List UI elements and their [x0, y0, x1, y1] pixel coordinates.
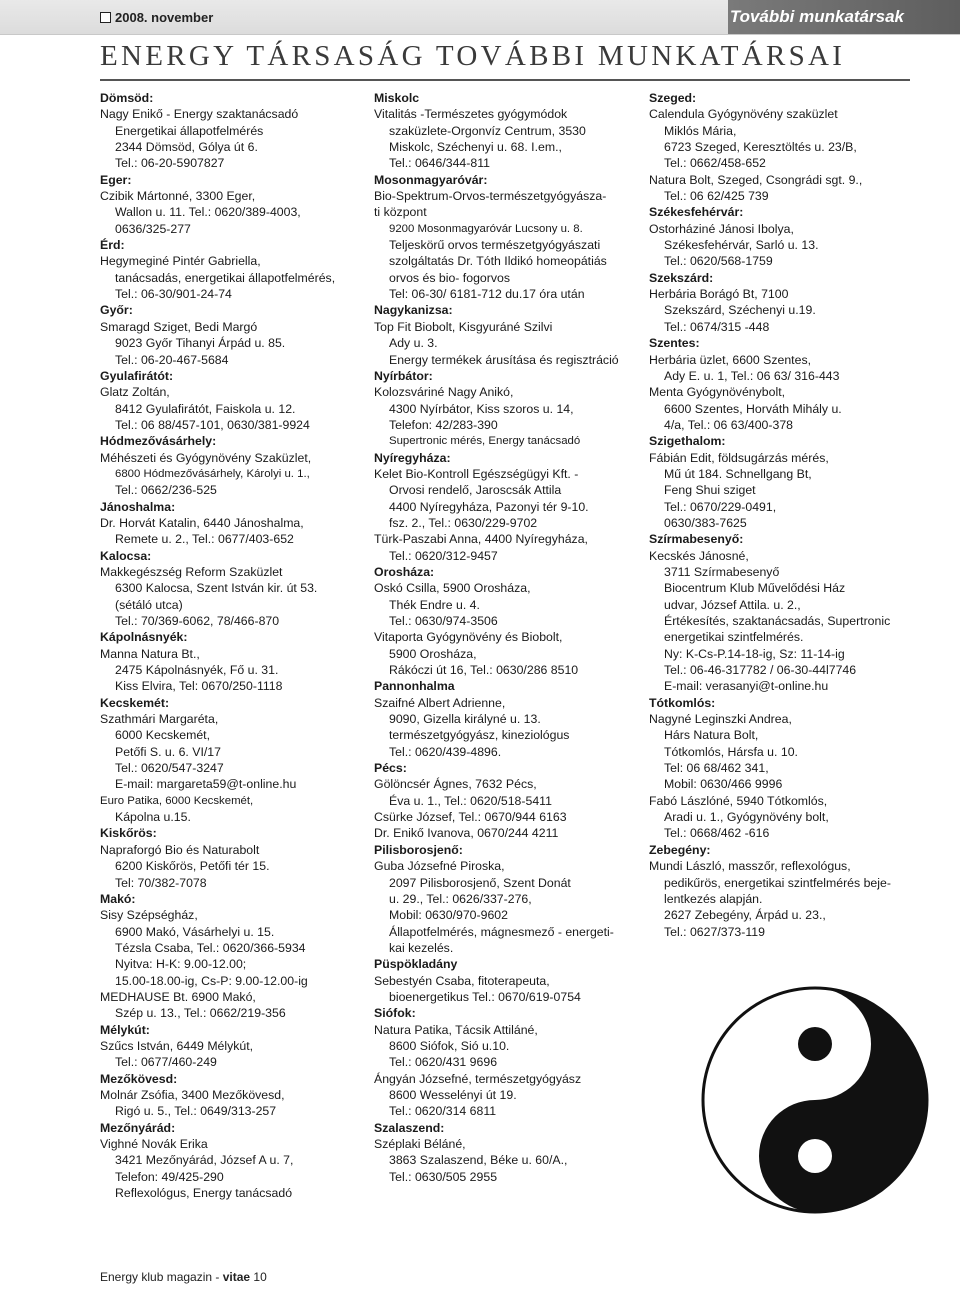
contact-line: Biocentrum Klub Művelődési Ház: [664, 581, 846, 596]
contact-column-3: [649, 90, 911, 940]
contact-line: Top Fit Biobolt, Kisgyuráné Szilvi: [374, 319, 553, 334]
contact-line: Tel.: 0630/974-3506: [389, 614, 498, 628]
contact-line: 4/a, Tel.: 06 63/400-378: [664, 417, 793, 432]
city-heading: Eger:: [100, 172, 132, 187]
contact-line: tanácsadás, energetikai állapotfelmérés,: [115, 270, 336, 285]
contact-line: Sisy Szépségház,: [100, 908, 198, 923]
contact-line: Napraforgó Bio és Naturabolt: [100, 842, 260, 857]
contact-line: Tel.: 0627/373-119: [664, 924, 765, 939]
contact-line: Miskolc, Széchenyi u. 68. I.em.,: [389, 140, 562, 155]
contact-line: Telefon: 49/425-290: [115, 1169, 224, 1184]
contact-line: Manna Natura Bt.,: [100, 646, 200, 661]
contact-line: Mobil: 0630/466 9996: [664, 777, 783, 792]
contact-line: Teljeskörű orvos természetgyógyászati: [389, 238, 601, 253]
contact-line: Ostorháziné Jánosi Ibolya,: [649, 221, 794, 236]
city-heading: Szentes:: [649, 336, 700, 351]
contact-line: Kelet Bio-Kontroll Egészségügyi Kft. -: [374, 466, 579, 481]
issue-date-text: 2008. november: [115, 10, 214, 25]
contact-line: 15.00-18.00-ig, Cs-P: 9.00-12.00-ig: [115, 973, 308, 988]
contact-line: Tel: 06-30/ 6181-712 du.17 óra után: [389, 287, 585, 302]
contact-line: Széplaki Béláné,: [374, 1137, 466, 1151]
city-heading: Nagykanizsa:: [374, 303, 453, 318]
contact-line: Sebestyén Csaba, fitoterapeuta,: [374, 973, 550, 988]
contact-column-2: [374, 90, 636, 1185]
contact-line: Mű út 184. Schnellgang Bt,: [664, 466, 812, 481]
contact-line: 9023 Győr Tihanyi Árpád u. 85.: [115, 336, 286, 351]
contact-line: Tel.: 0620/314 6811: [389, 1104, 497, 1119]
contact-line: Szekszárd, Széchenyi u.19.: [664, 303, 816, 318]
city-heading: Kecskemét:: [100, 695, 170, 710]
city-heading: Miskolc: [374, 91, 420, 105]
city-heading: Nyíregyháza:: [374, 450, 451, 465]
city-heading: Mosonmagyaróvár:: [374, 172, 488, 187]
contact-line: 9090, Gizella királyné u. 13.: [389, 712, 541, 727]
contact-line: Petőfi S. u. 6. VI/17: [115, 744, 221, 759]
contact-line: Tel.: 0670/229-0491,: [664, 499, 777, 514]
contact-line: ti központ: [374, 205, 427, 220]
contact-line: 8600 Wesselényi út 19.: [389, 1087, 517, 1102]
contact-line: Telefon: 42/283-390: [389, 417, 498, 432]
contact-line: Fábián Edit, földsugárzás mérés,: [649, 450, 829, 465]
city-heading: Szeged:: [649, 91, 697, 105]
contact-line: Dr. Enikő Ivanova, 0670/244 4211: [374, 826, 559, 841]
city-heading: Mezőnyárád:: [100, 1120, 176, 1135]
contact-line: 3711 Szírmabesenyő: [664, 564, 780, 579]
contact-line: Tel.: 0662/236-525: [115, 483, 217, 498]
city-heading: Kápolnásnyék:: [100, 630, 188, 645]
contact-line: Calendula Gyógynövény szaküzlet: [649, 107, 838, 122]
city-heading: Siófok:: [374, 1006, 416, 1021]
contact-line: Guba Józsefné Piroska,: [374, 859, 505, 874]
contact-line: Tel.: 0620/547-3247: [115, 761, 224, 776]
contact-line: 4400 Nyíregyháza, Pazonyi tér 9-10.: [389, 499, 589, 514]
contact-line: Miklós Mária,: [664, 123, 737, 138]
city-heading: Szigethalom:: [649, 434, 726, 449]
contact-line: Nagy Enikő - Energy szaktanácsadó: [100, 107, 299, 122]
city-heading: Orosháza:: [374, 564, 435, 579]
contact-line: Éva u. 1., Tel.: 0620/518-5411: [389, 793, 552, 808]
square-icon: [100, 12, 111, 23]
contact-line: u. 29., Tel.: 0626/337-276,: [389, 891, 532, 906]
contact-line: Natura Bolt, Szeged, Csongrádi sgt. 9.,: [649, 172, 863, 187]
contact-line: Natura Patika, Tácsik Attiláné,: [374, 1022, 538, 1037]
contact-line: 8600 Siófok, Sió u.10.: [389, 1038, 510, 1053]
contact-line: Vitaporta Gyógynövény és Biobolt,: [374, 630, 563, 645]
contact-line: Tel.: 0668/462 -616: [664, 826, 770, 841]
contact-line: szolgáltatás Dr. Tóth Ildikó homeopátiás: [389, 254, 607, 269]
contact-line: Menta Gyógynövénybolt,: [649, 385, 786, 400]
city-heading: Szekszárd:: [649, 270, 714, 285]
contact-line: 2627 Zebegény, Árpád u. 23.,: [664, 908, 826, 923]
contact-line: Tel.: 06-46-317782 / 06-30-44l7746: [664, 663, 857, 678]
contact-line: Állapotfelmérés, mágnesmező - energeti-: [389, 924, 614, 939]
contact-line: Tel.: 0662/458-652: [664, 156, 766, 171]
contact-line: Tel.: 0620/568-1759: [664, 254, 773, 269]
contact-line: Herbária Borágó Bt, 7100: [649, 287, 789, 302]
contact-line: Értékesítés, szaktanácsadás, Supertronic: [664, 614, 891, 628]
contact-line: Ady u. 3.: [389, 336, 438, 351]
contact-line: 4300 Nyírbátor, Kiss szoros u. 14,: [389, 401, 574, 416]
contact-line: Fabó Lászlóné, 5940 Tótkomlós,: [649, 793, 828, 808]
contact-line: Gölöncsér Ágnes, 7632 Pécs,: [374, 777, 537, 792]
contact-line: Szathmári Margaréta,: [100, 712, 219, 727]
contact-line: Türk-Paszabi Anna, 4400 Nyíregyháza,: [374, 532, 588, 547]
contact-line: 2475 Kápolnásnyék, Fő u. 31.: [115, 663, 279, 678]
yin-yang-icon: [700, 985, 930, 1215]
contact-line: Kápolna u.15.: [115, 810, 191, 825]
contact-line: Vitalitás -Természetes gyógymódok: [374, 107, 568, 122]
city-heading: Nyírbátor:: [374, 368, 433, 383]
contact-line: Ady E. u. 1, Tel.: 06 63/ 316-443: [664, 368, 840, 383]
city-heading: Kiskőrös:: [100, 826, 157, 841]
contact-line: Bio-Spektrum-Orvos-természetgyógyásza-: [374, 189, 607, 204]
contact-line: Tel.: 0630/505 2955: [389, 1169, 498, 1184]
city-heading: Mélykút:: [100, 1022, 150, 1037]
contact-line: Tel.: 06 62/425 739: [664, 189, 769, 204]
contact-line: Euro Patika, 6000 Kecskemét,: [100, 794, 254, 807]
contact-line: Nagyné Leginszki Andrea,: [649, 712, 792, 727]
city-heading: Győr:: [100, 303, 133, 318]
page-title: ENERGY TÁRSASÁG TOVÁBBI MUNKATÁRSAI: [100, 40, 846, 72]
contact-line: Székesfehérvár, Sarló u. 13.: [664, 238, 819, 253]
contact-line: 3863 Szalaszend, Béke u. 60/A.,: [389, 1153, 568, 1168]
contact-line: Rákóczi út 16, Tel.: 0630/286 8510: [389, 663, 579, 678]
contact-line: Csürke József, Tel.: 0670/944 6163: [374, 810, 567, 825]
contact-line: Tel.: 0620/439-4896.: [389, 744, 502, 759]
contact-line: E-mail: verasanyi@t-online.hu: [664, 679, 829, 694]
contact-line: (sétáló utca): [115, 597, 183, 612]
contact-line: 6800 Hódmezővásárhely, Károlyi u. 1.,: [115, 467, 310, 480]
contact-line: Energetikai állapotfelmérés: [115, 123, 264, 138]
contact-line: 5900 Orosháza,: [389, 646, 477, 661]
contact-line: Tel.: 0620/312-9457: [389, 548, 498, 563]
contact-line: 6000 Kecskemét,: [115, 728, 211, 743]
contact-line: Ny: K-Cs-P.14-18-ig, Sz: 11-14-ig: [664, 646, 845, 661]
contact-line: 6900 Makó, Vásárhelyi u. 15.: [115, 924, 275, 939]
city-heading: Szírmabesenyő:: [649, 532, 744, 547]
contact-line: Energy termékek árusítása és regisztráció: [389, 352, 619, 367]
contact-line: energetikai szintfelmérés.: [664, 630, 804, 645]
contact-line: Remete u. 2., Tel.: 0677/403-652: [115, 532, 294, 547]
contact-line: Hegymeginé Pintér Gabriella,: [100, 254, 261, 269]
contact-line: 9200 Mosonmagyaróvár Lucsony u. 8.: [389, 222, 583, 235]
contact-line: 0630/383-7625: [664, 515, 747, 530]
contact-line: Tel.: 70/369-6062, 78/466-870: [115, 614, 280, 628]
city-heading: Gyulafirátót:: [100, 368, 174, 383]
contact-line: Tel.: 06-30/901-24-74: [115, 287, 232, 302]
contact-line: orvos és bio- fogorvos: [389, 270, 510, 285]
section-tab: További munkatársak: [728, 0, 960, 34]
footer-section: vitae: [222, 1270, 251, 1284]
contact-line: E-mail: margareta59@t-online.hu: [115, 777, 297, 792]
contact-line: 6723 Szeged, Keresztöltés u. 23/B,: [664, 140, 857, 155]
contact-line: Herbária üzlet, 6600 Szentes,: [649, 352, 812, 367]
city-heading: Makó:: [100, 891, 136, 906]
city-heading: Kalocsa:: [100, 548, 152, 563]
contact-line: Szűcs István, 6449 Mélykút,: [100, 1038, 254, 1053]
contact-line: Smaragd Sziget, Bedi Margó: [100, 319, 258, 334]
contact-line: fsz. 2., Tel.: 0630/229-9702: [389, 515, 538, 530]
city-heading: Szalaszend:: [374, 1120, 445, 1135]
contact-line: bioenergetikus Tel.: 0670/619-0754: [389, 989, 581, 1004]
city-heading: Pilisborosjenő:: [374, 842, 463, 857]
contact-line: Tel.: 0677/460-249: [115, 1055, 217, 1070]
footer-magazine: Energy klub magazin -: [100, 1270, 223, 1284]
contact-line: Tel: 70/382-7078: [115, 875, 207, 890]
contact-line: Orvosi rendelő, Jaroscsák Attila: [389, 483, 562, 498]
city-heading: Tótkomlós:: [649, 695, 716, 710]
contact-line: Tel.: 06-20-5907827: [115, 156, 225, 171]
contact-line: Tótkomlós, Hársfa u. 10.: [664, 744, 798, 759]
title-divider: [100, 79, 910, 81]
contact-line: Szép u. 13., Tel.: 0662/219-356: [115, 1006, 286, 1021]
city-heading: Pannonhalma: [374, 679, 455, 694]
contact-line: Kecskés Jánosné,: [649, 548, 749, 563]
contact-line: Wallon u. 11. Tel.: 0620/389-4003,: [115, 205, 301, 220]
contact-line: Thék Endre u. 4.: [389, 597, 480, 612]
footer-page-number: 10: [250, 1270, 267, 1284]
contact-line: Tézsla Csaba, Tel.: 0620/366-5934: [115, 940, 306, 955]
city-heading: Püspökladány: [374, 957, 458, 972]
contact-line: pedikűrös, energetikai szintfelmérés beje-: [664, 875, 891, 890]
contact-line: 2097 Pilisborosjenő, Szent Donát: [389, 875, 571, 890]
city-heading: Zebegény:: [649, 842, 711, 857]
contact-line: Rigó u. 5., Tel.: 0649/313-257: [115, 1104, 277, 1119]
contact-line: Méhészeti és Gyógynövény Szaküzlet,: [100, 450, 312, 465]
contact-line: 2344 Dömsöd, Gólya út 6.: [115, 140, 258, 155]
contact-line: Ángyán Józsefné, természetgyógyász: [374, 1071, 582, 1086]
contact-line: Molnár Zsófia, 3400 Mezőkövesd,: [100, 1087, 285, 1102]
contact-column-1: [100, 90, 360, 1201]
contact-line: Hárs Natura Bolt,: [664, 728, 759, 743]
page-footer: [100, 1270, 267, 1284]
contact-line: Oskó Csilla, 5900 Orosháza,: [374, 581, 531, 596]
contact-line: udvar, József Attila. u. 2.,: [664, 597, 801, 612]
contact-line: Feng Shui sziget: [664, 483, 756, 498]
contact-line: Nyitva: H-K: 9.00-12.00;: [115, 957, 247, 972]
issue-date: [100, 10, 213, 25]
contact-line: Tel.: 0674/315 -448: [664, 319, 770, 334]
contact-line: Kolozsváriné Nagy Anikó,: [374, 385, 514, 400]
contact-line: MEDHAUSE Bt. 6900 Makó,: [100, 989, 256, 1004]
contact-line: 6200 Kiskőrös, Petőfi tér 15.: [115, 859, 270, 874]
contact-line: Reflexológus, Energy tanácsadó: [115, 1186, 293, 1201]
contact-line: Makkegészség Reform Szaküzlet: [100, 564, 283, 579]
contact-line: természetgyógyász, kineziológus: [389, 728, 570, 743]
contact-line: Tel.: 0646/344-811: [389, 156, 490, 171]
city-heading: Érd:: [100, 238, 125, 253]
contact-line: 6300 Kalocsa, Szent István kir. út 53.: [115, 581, 318, 596]
contact-line: Szaifné Albert Adrienne,: [374, 695, 506, 710]
contact-line: Tel.: 06 88/457-101, 0630/381-9924: [115, 417, 310, 432]
contact-line: 6600 Szentes, Horváth Mihály u.: [664, 401, 842, 416]
header-bar: [0, 0, 960, 35]
contact-line: Tel.: 06-20-467-5684: [115, 352, 229, 367]
contact-line: Czibik Mártonné, 3300 Eger,: [100, 189, 256, 204]
contact-line: kai kezelés.: [389, 940, 454, 955]
contact-line: Aradi u. 1., Gyógynövény bolt,: [664, 810, 829, 825]
city-heading: Jánoshalma:: [100, 499, 176, 514]
contact-line: Kiss Elvira, Tel: 0670/250-1118: [115, 679, 283, 694]
contact-line: Mundi László, masszőr, reflexológus,: [649, 859, 851, 874]
contact-line: szaküzlete-Orgonvíz Centrum, 3530: [389, 123, 586, 138]
city-heading: Mezőkövesd:: [100, 1071, 178, 1086]
contact-line: Dr. Horvát Katalin, 6440 Jánoshalma,: [100, 515, 304, 530]
city-heading: Pécs:: [374, 761, 407, 776]
contact-line: Mobil: 0630/970-9602: [389, 908, 508, 923]
contact-line: 3421 Mezőnyárád, József A u. 7,: [115, 1153, 294, 1168]
contact-line: Tel.: 0620/431 9696: [389, 1055, 498, 1070]
city-heading: Székesfehérvár:: [649, 205, 744, 220]
contact-line: 0636/325-277: [115, 221, 191, 236]
contact-line: Glatz Zoltán,: [100, 385, 170, 400]
contact-line: lentkezés alapján.: [664, 891, 763, 906]
city-heading: Hódmezővásárhely:: [100, 434, 217, 449]
contact-line: Tel: 06 68/462 341,: [664, 761, 769, 776]
contact-line: Vighné Novák Erika: [100, 1137, 208, 1151]
contact-line: Supertronic mérés, Energy tanácsadó: [389, 435, 581, 448]
city-heading: Dömsöd:: [100, 91, 154, 105]
contact-line: 8412 Gyulafirátót, Faiskola u. 12.: [115, 401, 296, 416]
